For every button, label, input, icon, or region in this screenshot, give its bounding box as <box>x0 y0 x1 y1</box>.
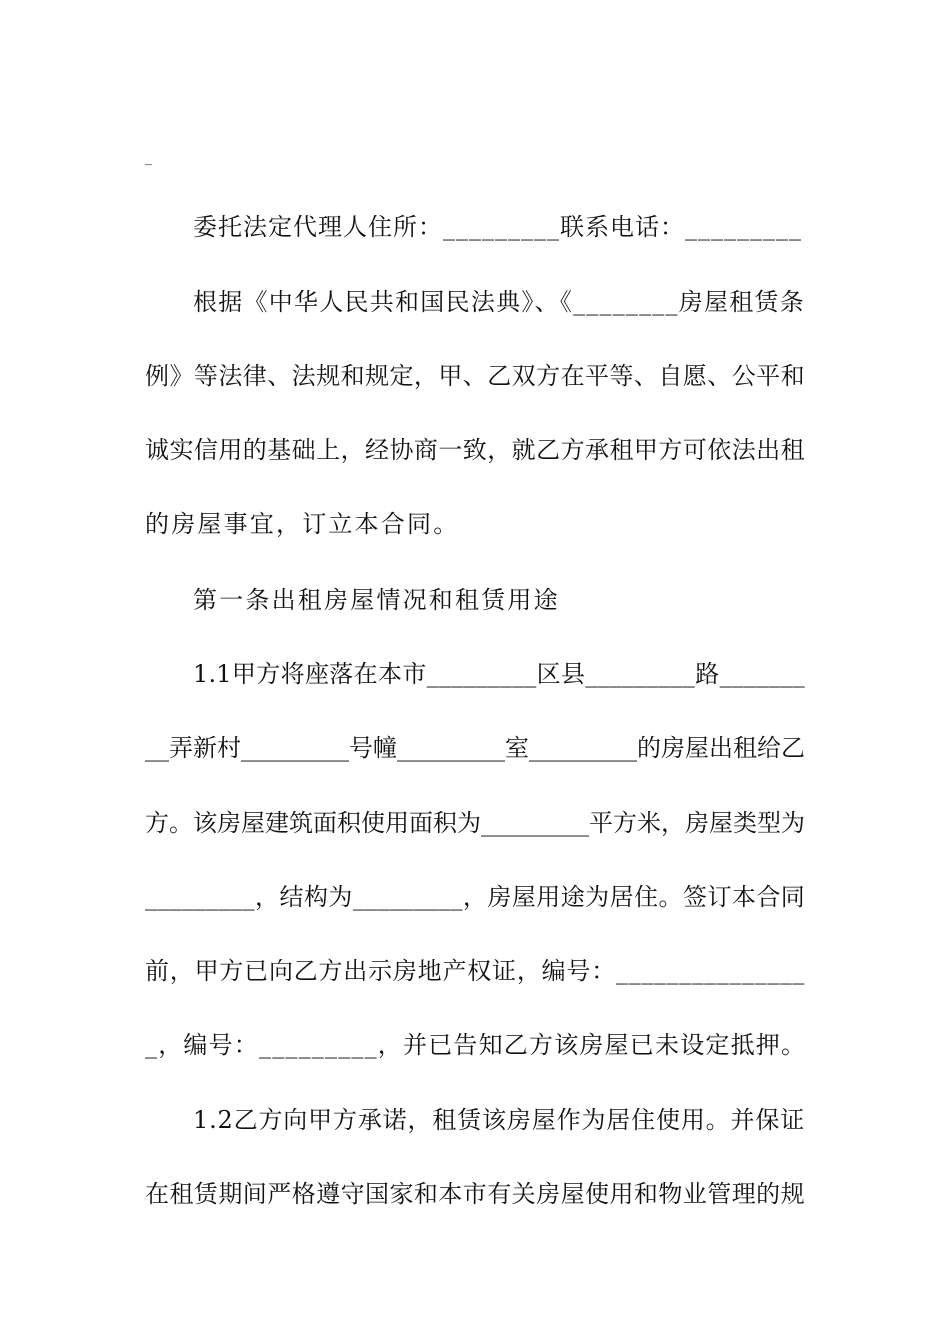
article-1-heading: 第一条出租房屋情况和租赁用途 <box>193 586 560 614</box>
text-line-legal-basis-2: 例》等法律、法规和规定，甲、乙双方在平等、自愿、公平和 <box>145 362 805 390</box>
text-line-clause-1-1-d: _________，结构为_________，房屋用途为居住。签订本合同 <box>145 883 805 911</box>
text-line-clause-1-1-c: 方。该房屋建筑面积使用面积为_________平方米，房屋类型为 <box>145 809 805 837</box>
text-line-clause-1-2-a: 1.2乙方向甲方承诺，租赁该房屋作为居住使用。并保证 <box>193 1106 805 1134</box>
text-line-agent-address: 委托法定代理人住所：_________联系电话：_________ <box>193 213 802 241</box>
top-mark: _ <box>145 150 152 166</box>
text-line-legal-basis-4: 的房屋事宜，订立本合同。 <box>145 510 460 538</box>
text-line-legal-basis-1: 根据《中华人民共和国民法典》、《________房屋租赁条 <box>193 288 805 316</box>
text-line-legal-basis-3: 诚实信用的基础上，经协商一致，就乙方承租甲方可依法出租 <box>145 436 805 464</box>
text-line-clause-1-2-b: 在租赁期间严格遵守国家和本市有关房屋使用和物业管理的规 <box>145 1180 805 1208</box>
text-line-clause-1-1-a: 1.1甲方将座落在本市_________区县_________路_______ <box>193 660 805 688</box>
text-line-clause-1-1-f: _，编号：_________，并已告知乙方该房屋已未设定抵押。 <box>145 1031 807 1059</box>
text-line-clause-1-1-e: 前，甲方已向乙方出示房地产权证，编号：_______________ <box>145 957 805 985</box>
text-line-clause-1-1-b: __弄新村_________号幢_________室_________的房屋出租给乙 <box>145 734 805 762</box>
